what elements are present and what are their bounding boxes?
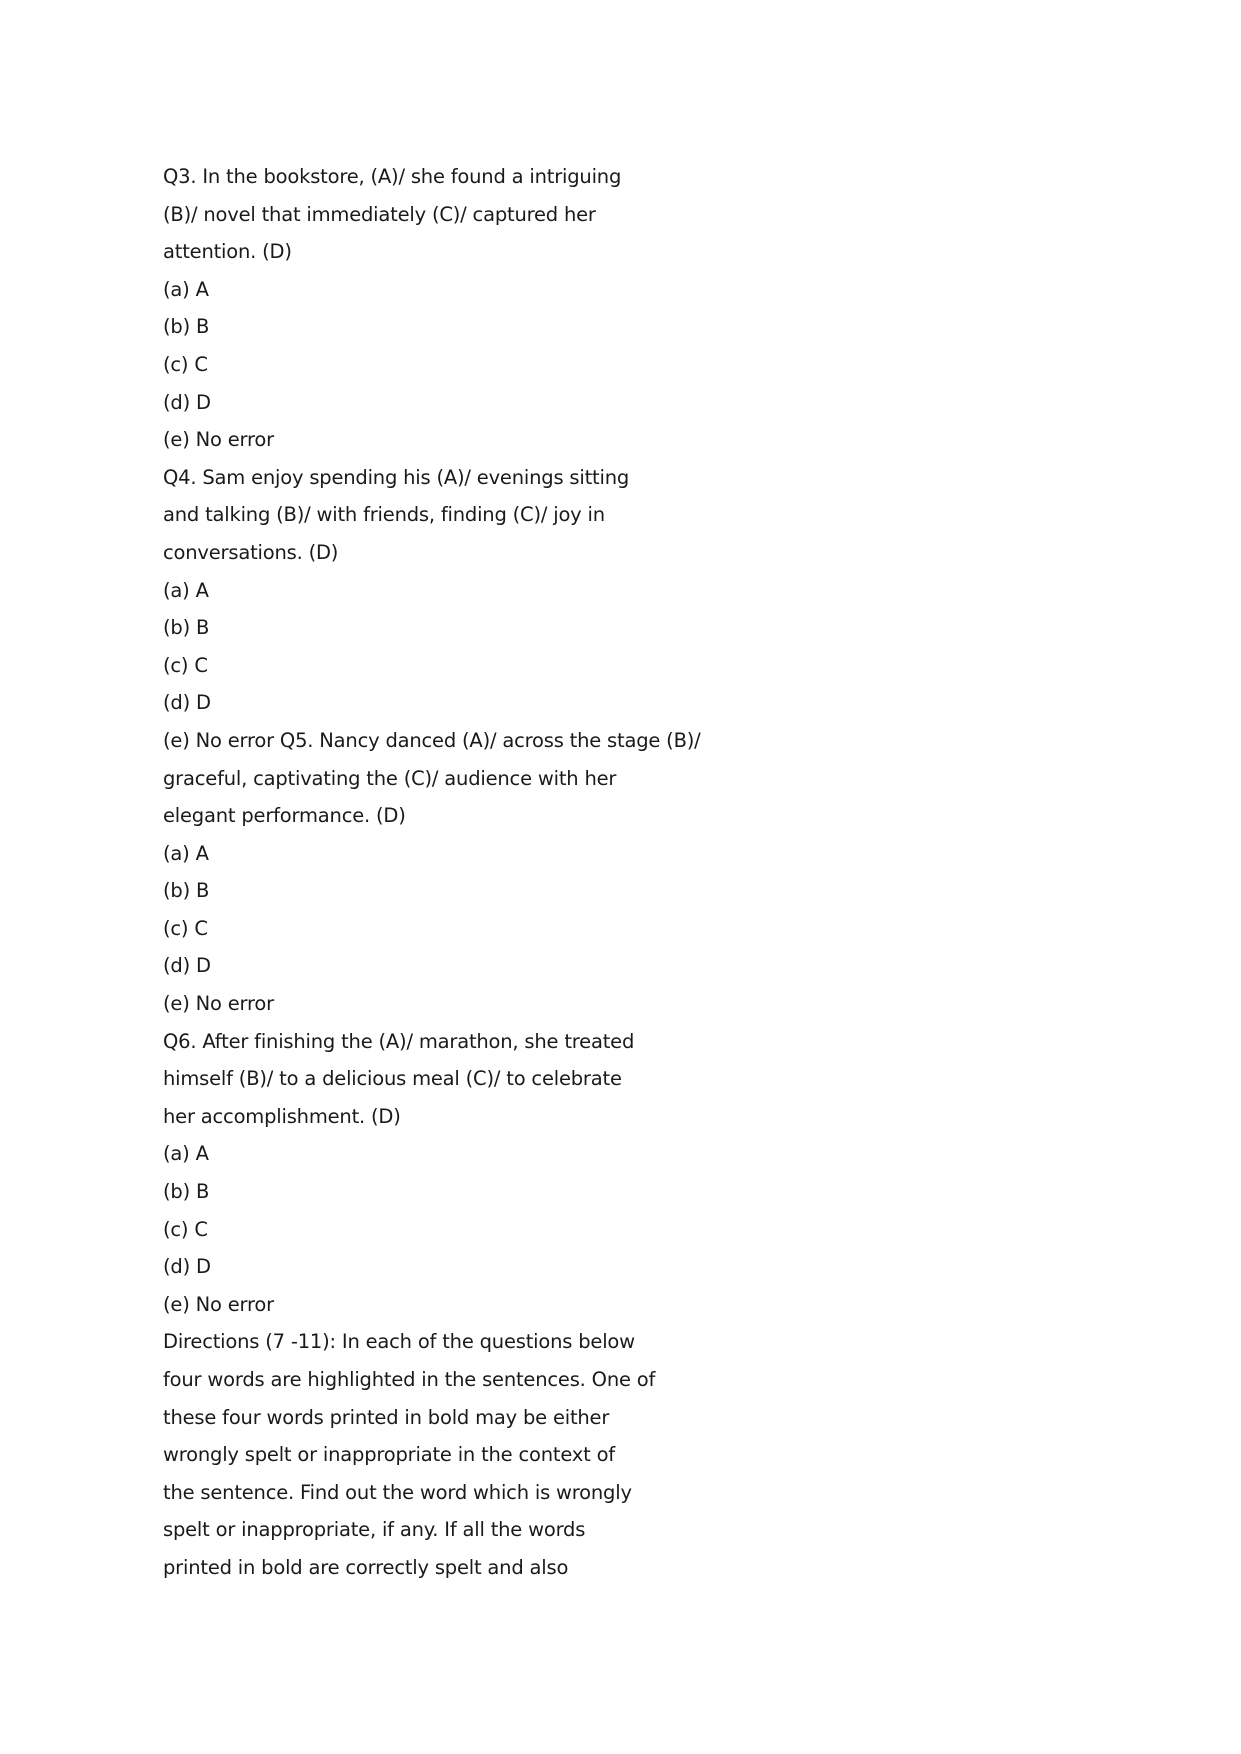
q6-option-d: (d) D bbox=[163, 1255, 211, 1279]
q4-option-c: (c) C bbox=[163, 653, 208, 677]
directions-line-5: the sentence. Find out the word which is wrongly bbox=[163, 1480, 632, 1504]
q4-option-e-q5-text-line-1: (e) No error Q5. Nancy danced (A)/ across the stage (B)/ bbox=[163, 728, 701, 752]
q4-text-line-3: conversations. (D) bbox=[163, 540, 339, 564]
q6-text-line-1: Q6. After finishing the (A)/ marathon, she treated bbox=[163, 1029, 635, 1053]
q4-text-line-1: Q4. Sam enjoy spending his (A)/ evenings sitting bbox=[163, 465, 630, 489]
q6-option-b: (b) B bbox=[163, 1180, 210, 1204]
q6-option-c: (c) C bbox=[163, 1217, 208, 1241]
q4-text-line-2: and talking (B)/ with friends, finding (C)/ joy in bbox=[163, 503, 605, 527]
q5-option-d: (d) D bbox=[163, 954, 211, 978]
q6-text-line-3: her accomplishment. (D) bbox=[163, 1104, 401, 1128]
q5-option-b: (b) B bbox=[163, 879, 210, 903]
q3-option-a: (a) A bbox=[163, 277, 209, 301]
directions-line-4: wrongly spelt or inappropriate in the context of bbox=[163, 1443, 615, 1467]
q6-option-a: (a) A bbox=[163, 1142, 209, 1166]
q6-text-line-2: himself (B)/ to a delicious meal (C)/ to celebrate bbox=[163, 1067, 622, 1091]
directions-line-1: Directions (7 -11): In each of the questions below bbox=[163, 1330, 635, 1354]
directions-line-6: spelt or inappropriate, if any. If all the words bbox=[163, 1518, 586, 1542]
q3-option-e: (e) No error bbox=[163, 428, 274, 452]
directions-line-3: these four words printed in bold may be either bbox=[163, 1405, 610, 1429]
q5-option-e: (e) No error bbox=[163, 992, 274, 1016]
q3-option-b: (b) B bbox=[163, 315, 210, 339]
q5-text-line-2: graceful, captivating the (C)/ audience with her bbox=[163, 766, 617, 790]
document-page bbox=[163, 158, 863, 1587]
q3-option-c: (c) C bbox=[163, 352, 208, 376]
q5-text-line-3: elegant performance. (D) bbox=[163, 804, 406, 828]
q3-text-line-1: Q3. In the bookstore, (A)/ she found a intriguing bbox=[163, 165, 622, 188]
q3-option-d: (d) D bbox=[163, 390, 211, 414]
q4-option-b: (b) B bbox=[163, 616, 210, 640]
q5-option-a: (a) A bbox=[163, 841, 209, 865]
directions-line-2: four words are highlighted in the sentences. One of bbox=[163, 1368, 656, 1391]
directions-line-7: printed in bold are correctly spelt and also bbox=[163, 1555, 569, 1579]
q3-text-line-2: (B)/ novel that immediately (C)/ captured her bbox=[163, 202, 596, 226]
q5-option-c: (c) C bbox=[163, 916, 208, 940]
q4-option-a: (a) A bbox=[163, 578, 209, 602]
q3-text-line-3: attention. (D) bbox=[163, 240, 292, 264]
q4-option-d: (d) D bbox=[163, 691, 211, 715]
q6-option-e: (e) No error bbox=[163, 1292, 274, 1316]
